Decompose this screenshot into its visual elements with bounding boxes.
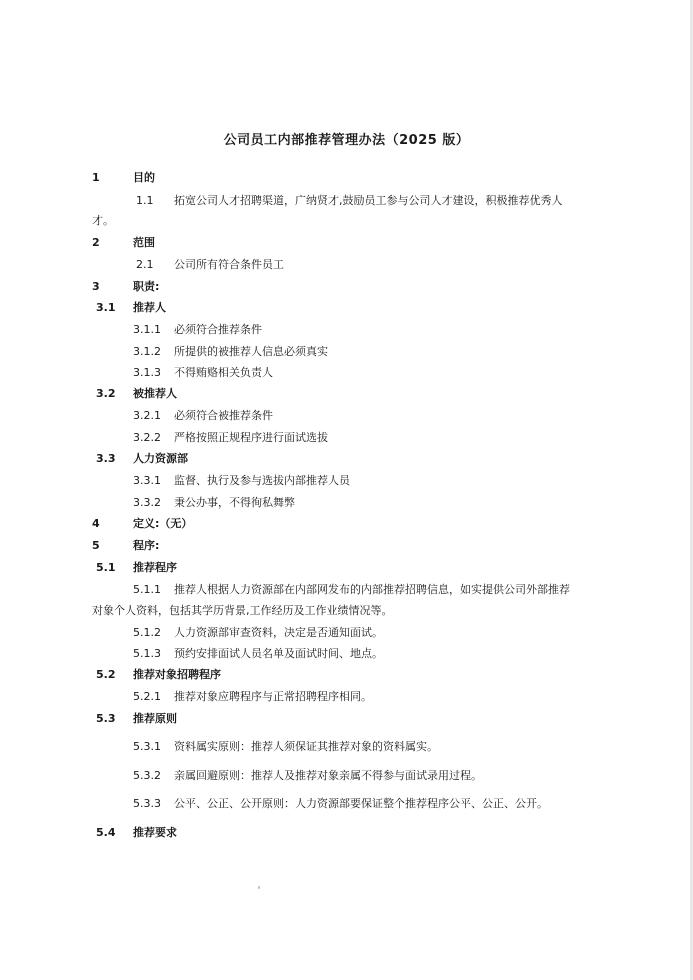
item-text: 所提供的被推荐人信息必须真实	[174, 345, 328, 358]
item-text: 亲属回避原则：推荐人及推荐对象亲属不得参与面试录用过程。	[174, 769, 482, 782]
document-title: 公司员工内部推荐管理办法（2025 版）	[223, 133, 470, 148]
item-text: 严格按照正规程序进行面试选拔	[174, 431, 328, 444]
subsection-number: 3.2	[96, 387, 116, 400]
subsection-heading: 推荐对象招聘程序	[133, 668, 221, 681]
item-text: 人力资源部审查资料，决定是否通知面试。	[174, 626, 383, 639]
item-number: 3.2.1	[133, 409, 161, 422]
section-heading: 职责:	[133, 280, 160, 293]
section-heading: 定义:（无）	[133, 517, 193, 530]
section-heading: 范围	[133, 236, 155, 249]
item-number: 3.1.2	[133, 345, 161, 358]
item-number: 5.3.3	[133, 797, 161, 810]
subsection-heading: 人力资源部	[133, 452, 188, 465]
item-number: 5.1.1	[133, 583, 161, 596]
subsection-number: 5.3	[96, 712, 116, 725]
item-text: 预约安排面试人员名单及面试时间、地点。	[174, 647, 383, 660]
item-text: 必须符合被推荐条件	[174, 409, 273, 422]
item-text: 公平、公正、公开原则：人力资源部要保证整个推荐程序公平、公正、公开。	[174, 797, 548, 810]
item-text: 秉公办事，不得徇私舞弊	[174, 496, 295, 509]
item-text: 才。	[92, 214, 114, 227]
section-number: 3	[92, 280, 100, 293]
item-number: 5.3.1	[133, 740, 161, 753]
section-number: 2	[92, 236, 100, 249]
item-number: 3.2.2	[133, 431, 161, 444]
item-text: 监督、执行及参与选拔内部推荐人员	[174, 474, 350, 487]
subsection-heading: 被推荐人	[133, 387, 177, 400]
item-number: 3.3.2	[133, 496, 161, 509]
item-text: 公司所有符合条件员工	[174, 258, 284, 271]
item-text: 对象个人资料，包括其学历背景,工作经历及工作业绩情况等。	[92, 604, 393, 617]
item-text: 推荐人根据人力资源部在内部网发布的内部推荐招聘信息，如实提供公司外部推荐	[174, 583, 570, 596]
item-text: 推荐对象应聘程序与正常招聘程序相同。	[174, 690, 372, 703]
section-number: 1	[92, 171, 100, 184]
item-text: 资料属实原则：推荐人须保证其推荐对象的资料属实。	[174, 740, 438, 753]
item-number: 3.1.3	[133, 366, 161, 379]
subsection-heading: 推荐人	[133, 301, 166, 314]
subsection-number: 5.1	[96, 561, 116, 574]
section-heading: 目的	[133, 171, 155, 184]
subsection-heading: 推荐原则	[133, 712, 177, 725]
subsection-heading: 推荐程序	[133, 561, 177, 574]
subsection-number: 3.3	[96, 452, 116, 465]
section-number: 5	[92, 539, 100, 552]
section-heading: 程序:	[133, 539, 160, 552]
item-text: 必须符合推荐条件	[174, 323, 262, 336]
item-number: 5.2.1	[133, 690, 161, 703]
item-text: 拓宽公司人才招聘渠道，广纳贤才,鼓励员工参与公司人才建设，积极推荐优秀人	[174, 194, 563, 207]
item-number: 3.3.1	[133, 474, 161, 487]
subsection-number: 5.4	[96, 826, 116, 839]
item-number: 3.1.1	[133, 323, 161, 336]
section-number: 4	[92, 517, 100, 530]
item-number: 5.1.3	[133, 647, 161, 660]
item-number: 5.3.2	[133, 769, 161, 782]
item-number: 1.1	[136, 194, 154, 207]
subsection-number: 3.1	[96, 301, 116, 314]
item-number: 2.1	[136, 258, 154, 271]
item-text: 不得贿赂相关负责人	[174, 366, 273, 379]
scan-speck	[258, 886, 260, 889]
subsection-number: 5.2	[96, 668, 116, 681]
subsection-heading: 推荐要求	[133, 826, 177, 839]
item-number: 5.1.2	[133, 626, 161, 639]
